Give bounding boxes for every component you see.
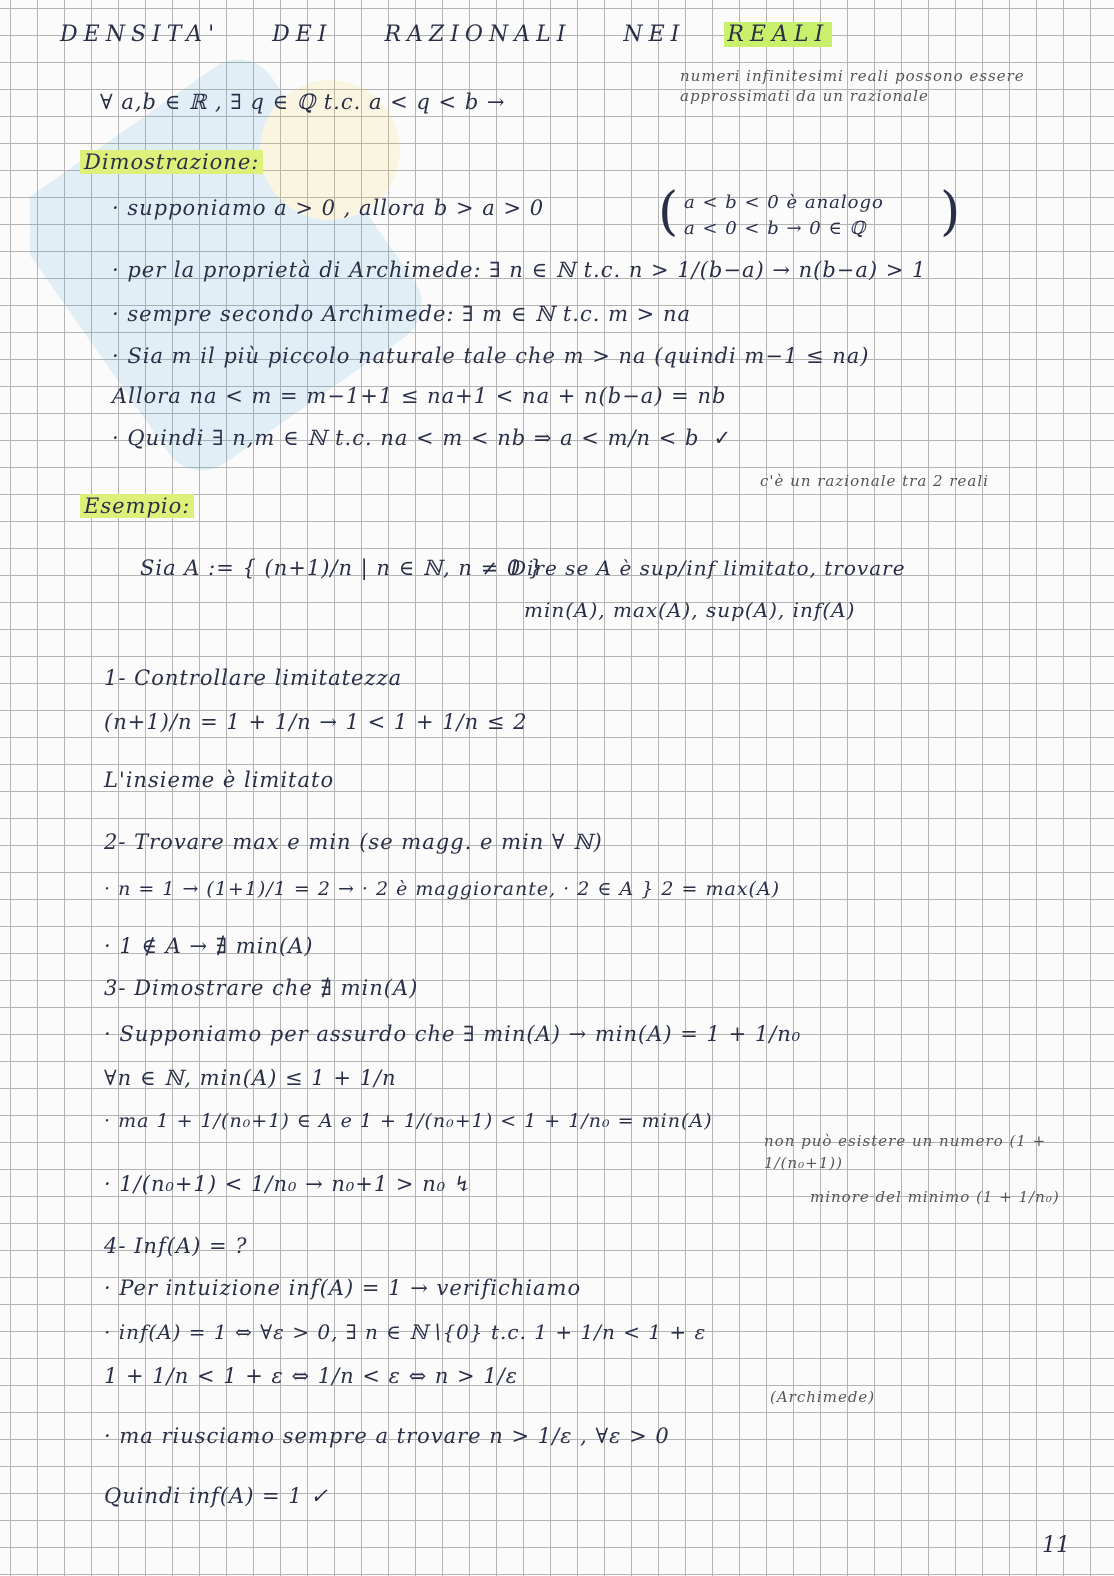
theorem-statement: ∀ a,b ∈ ℝ , ∃ q ∈ ℚ t.c. a < q < b → (100, 90, 506, 114)
proof-line-1: · supponiamo a > 0 , allora b > a > 0 (112, 196, 545, 220)
step-1-title: 1- Controllare limitatezza (104, 666, 403, 690)
step-4-line-3: 1 + 1/n < 1 + ε ⇔ 1/n < ε ⇔ n > 1/ε (104, 1364, 519, 1388)
proof-heading: Dimostrazione: (80, 150, 263, 174)
step-1-line-1: (n+1)/n = 1 + 1/n → 1 < 1 + 1/n ≤ 2 (104, 710, 528, 734)
proof-line-5: Allora na < m = m−1+1 ≤ na+1 < na + n(b−a) = nb (112, 384, 727, 408)
theorem-note: numeri infinitesimi reali possono essere approssimati da un razionale (680, 67, 1025, 105)
step-2-title: 2- Trovare max e min (se magg. e min ∀ ℕ) (104, 830, 603, 854)
case-line-1: a < b < 0 è analogo (684, 192, 884, 213)
step-3-line-2: ∀n ∈ ℕ, min(A) ≤ 1 + 1/n (104, 1066, 397, 1090)
step-1-line-2: L'insieme è limitato (104, 768, 335, 792)
step-4-line-2: · inf(A) = 1 ⇔ ∀ε > 0, ∃ n ∈ ℕ∖{0} t.c. 1 + 1/n < 1 + ε (104, 1320, 707, 1344)
proof-line-4: · Sia m il più piccolo naturale tale che m > na (quindi m−1 ≤ na) (112, 344, 870, 368)
step-3-line-4: · 1/(n₀+1) < 1/n₀ → n₀+1 > n₀ ↯ (104, 1172, 473, 1196)
side-note-3: (Archimede) (770, 1388, 876, 1406)
side-note-1: non può esistere un numero (1 + 1/(n₀+1)) (764, 1132, 1047, 1172)
step-2-line-1: · n = 1 → (1+1)/1 = 2 → · 2 è maggiorante, · 2 ∈ A } 2 = max(A) (104, 878, 781, 900)
page-number: 11 (1042, 1533, 1070, 1558)
case-bracket-close: ) (940, 182, 961, 242)
case-line-2: a < 0 < b → 0 ∈ ℚ (684, 218, 867, 239)
step-3-line-1: · Supponiamo per assurdo che ∃ min(A) → min(A) = 1 + 1/n₀ (104, 1022, 802, 1046)
proof-line-3: · sempre secondo Archimede: ∃ m ∈ ℕ t.c. m > na (112, 302, 691, 326)
example-heading: Esempio: (80, 494, 194, 518)
step-2-line-2: · 1 ∉ A → ∄ min(A) (104, 934, 314, 958)
example-task-1: Dire se A è sup/inf limitato, trovare (510, 556, 906, 580)
proof-line-2: · per la proprietà di Archimede: ∃ n ∈ ℕ t.c. n > 1/(b−a) → n(b−a) > 1 (112, 258, 927, 282)
proof-conclusion-note: c'è un razionale tra 2 reali (760, 472, 989, 490)
step-4-line-1: · Per intuizione inf(A) = 1 → verifichiamo (104, 1276, 582, 1300)
side-note-2: minore del minimo (1 + 1/n₀) (810, 1188, 1060, 1206)
page-title: DENSITA' DEI RAZIONALI NEI REALI (60, 22, 832, 47)
example-set-definition: Sia A := { (n+1)/n | n ∈ ℕ, n ≠ 0 } (140, 556, 544, 580)
step-4-line-4: · ma riusciamo sempre a trovare n > 1/ε , ∀ε > 0 (104, 1424, 670, 1448)
step-3-line-3: · ma 1 + 1/(n₀+1) ∈ A e 1 + 1/(n₀+1) < 1 + 1/n₀ = min(A) (104, 1110, 713, 1132)
check-mark: ✓ (713, 426, 733, 450)
step-4-line-5: Quindi inf(A) = 1 ✓ (104, 1484, 329, 1508)
step-4-title: 4- Inf(A) = ? (104, 1234, 248, 1258)
example-task-2: min(A), max(A), sup(A), inf(A) (524, 598, 856, 622)
proof-line-6: · Quindi ∃ n,m ∈ ℕ t.c. na < m < nb ⇒ a < m/n < b ✓ (112, 426, 733, 450)
case-bracket: ( (658, 182, 679, 242)
step-3-title: 3- Dimostrare che ∄ min(A) (104, 976, 419, 1000)
